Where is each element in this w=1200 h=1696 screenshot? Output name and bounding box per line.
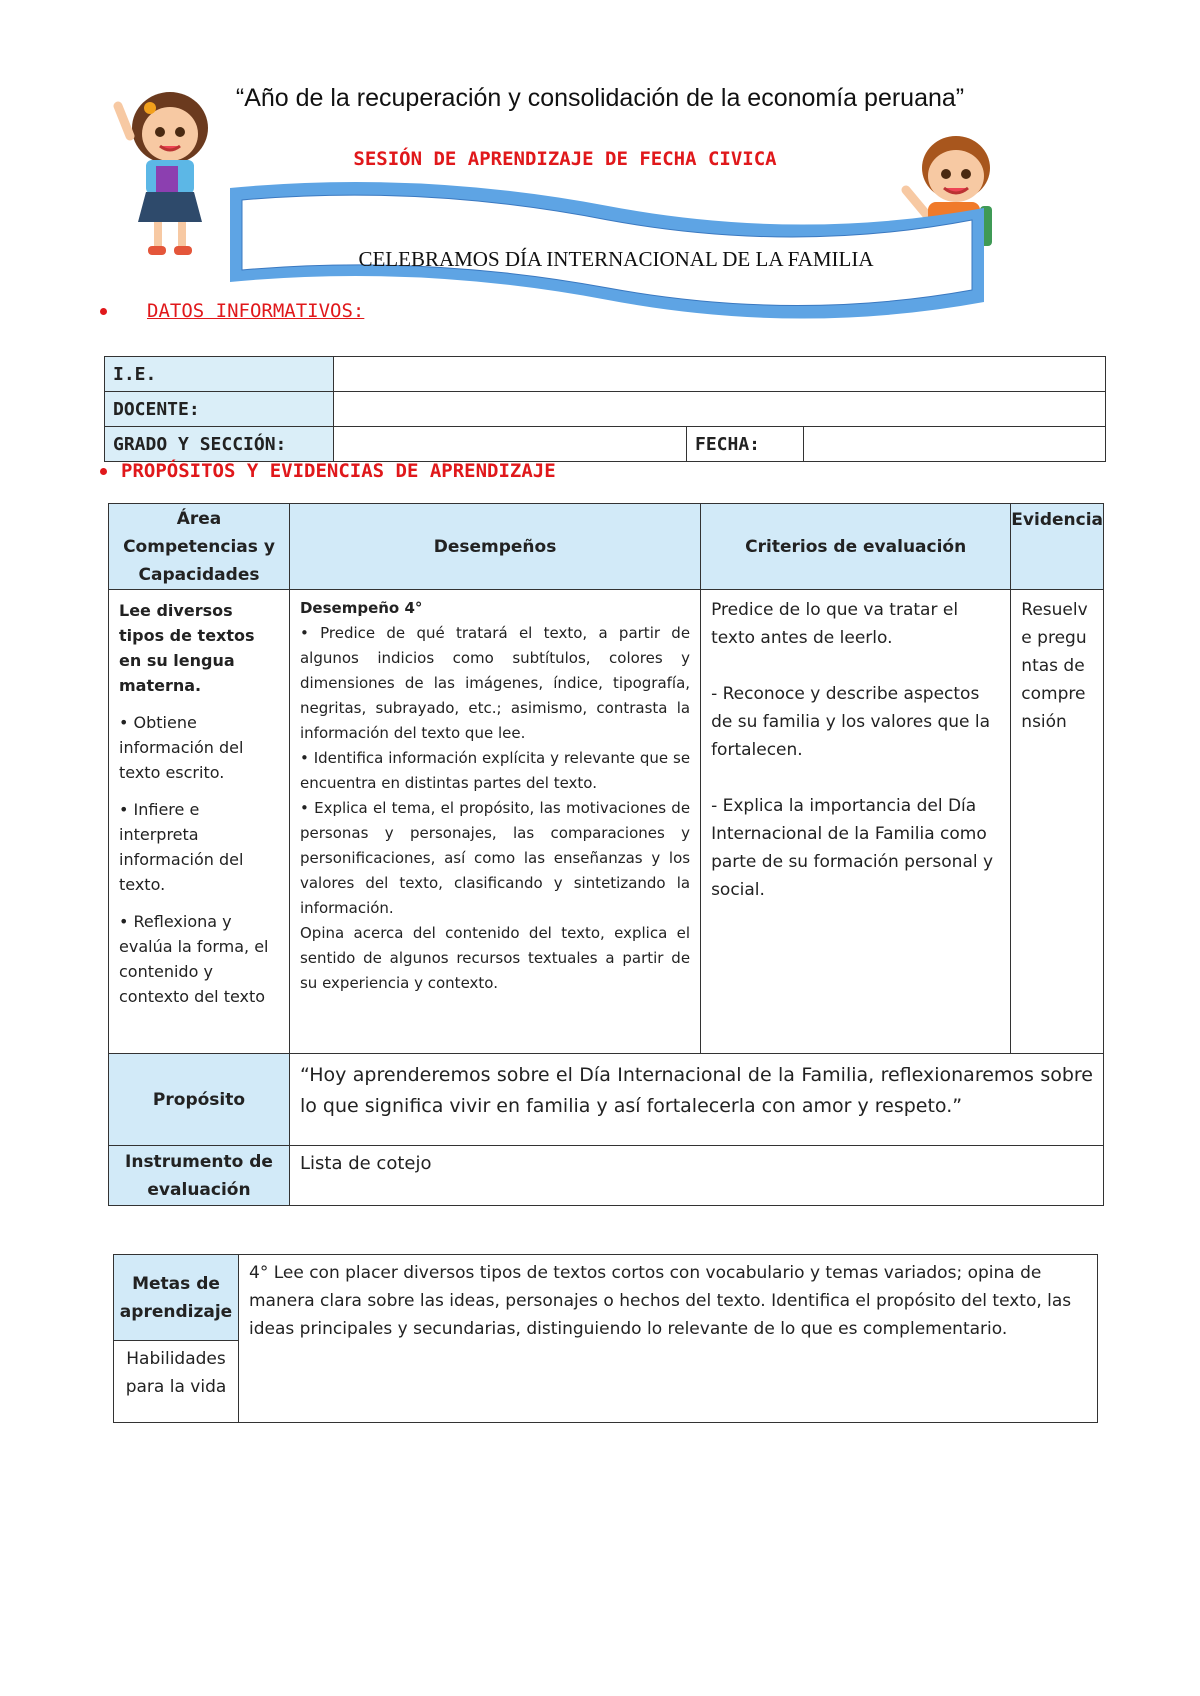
header-competencias-label: Competencias y Capacidades xyxy=(123,536,275,585)
competencia-title: Lee diversos tipos de textos en su lengua materna. xyxy=(119,601,255,695)
banner-title: CELEBRAMOS DÍA INTERNACIONAL DE LA FAMILIA xyxy=(358,247,874,271)
capacidad-1: • Obtiene información del texto escrito. xyxy=(119,713,244,782)
bullet-icon xyxy=(100,308,107,315)
capacidad-3: • Reflexiona y evalúa la forma, el contenido y contexto del texto xyxy=(119,912,269,1006)
girl-illustration xyxy=(110,86,230,266)
competencies-table xyxy=(108,503,1104,1206)
section-datos-label: DATOS INFORMATIVOS: xyxy=(147,300,365,322)
instrumento-label: Instrumento de evaluación xyxy=(109,1146,290,1206)
competencia-cell xyxy=(109,590,290,1054)
document-motto: “Año de la recuperación y consolidación de la economía peruana” xyxy=(235,84,965,112)
header-evidencia: Evidencia xyxy=(1011,504,1104,590)
docente-label: DOCENTE: xyxy=(105,392,334,427)
header-desempenos: Desempeños xyxy=(289,504,700,590)
fecha-field[interactable] xyxy=(804,427,1106,462)
section-datos-informativos xyxy=(100,300,364,322)
desempeno-title: Desempeño 4° xyxy=(299,599,423,617)
desempeno-item-4: Opina acerca del contenido del texto, explica el sentido de algunos recursos textuales a partir de su experiencia y contexto. xyxy=(299,924,691,992)
habilidades-label: Habilidades para la vida xyxy=(114,1341,239,1423)
desempenos-cell xyxy=(289,590,700,1054)
criterio-3: - Explica la importancia del Día Internacional de la Familia como parte de su formación personal y social. xyxy=(711,796,994,900)
grado-field[interactable] xyxy=(334,427,687,462)
metas-label: Metas de aprendizaje xyxy=(114,1255,239,1341)
criterio-2: - Reconoce y describe aspectos de su familia y los valores que la fortalecen. xyxy=(711,684,991,760)
grado-label: GRADO Y SECCIÓN: xyxy=(105,427,334,462)
criterio-1: Predice de lo que va tratar el texto antes de leerlo. xyxy=(711,600,959,648)
section-propositos xyxy=(100,460,556,482)
ie-field[interactable] xyxy=(334,357,1106,392)
desempeno-item-3: • Explica el tema, el propósito, las motivaciones de personas y personajes, las comparaciones y personificaciones, así como las enseñanzas y los valores del texto, clasificando y sintetizando la información. xyxy=(299,799,691,917)
metas-text: 4° Lee con placer diversos tipos de textos cortos con vocabulario y temas variados; opina de manera clara sobre las ideas, personajes o hechos del texto. Identifica el propósito del texto, las ideas principales y secundarias, distinguiendo lo relevante de lo que es complementario. xyxy=(239,1255,1098,1423)
session-title: SESIÓN DE APRENDIZAJE DE FECHA CIVICA xyxy=(353,148,777,170)
docente-field[interactable] xyxy=(334,392,1106,427)
ie-label: I.E. xyxy=(105,357,334,392)
criterios-cell xyxy=(701,590,1011,1054)
proposito-label: Propósito xyxy=(109,1054,290,1146)
instrumento-value[interactable]: Lista de cotejo xyxy=(289,1146,1103,1206)
header-area xyxy=(109,504,290,590)
info-table xyxy=(104,356,1106,462)
evidencia-cell: Resuelve preguntas de comprensión xyxy=(1011,590,1104,1054)
metas-table xyxy=(113,1254,1098,1423)
desempeno-item-1: • Predice de qué tratará el texto, a partir de algunos indicios como subtítulos, colores y dimensiones de las imágenes, índice, tipografía, negritas, subrayado, etc.; asimismo, contrasta la información del texto que lee. xyxy=(299,624,691,742)
proposito-text: “Hoy aprenderemos sobre el Día Internacional de la Familia, reflexionaremos sobre lo que significa vivir en familia y así fortalecerla con amor y respeto.” xyxy=(289,1054,1103,1146)
bullet-icon xyxy=(100,468,107,475)
header-area-label: Área xyxy=(176,508,222,529)
capacidad-2: • Infiere e interpreta información del texto. xyxy=(119,800,244,894)
header-criterios: Criterios de evaluación xyxy=(701,504,1011,590)
desempeno-item-2: • Identifica información explícita y relevante que se encuentra en distintas partes del texto. xyxy=(299,749,691,792)
fecha-label: FECHA: xyxy=(687,427,804,462)
section-propositos-label: PROPÓSITOS Y EVIDENCIAS DE APRENDIZAJE xyxy=(121,460,556,482)
